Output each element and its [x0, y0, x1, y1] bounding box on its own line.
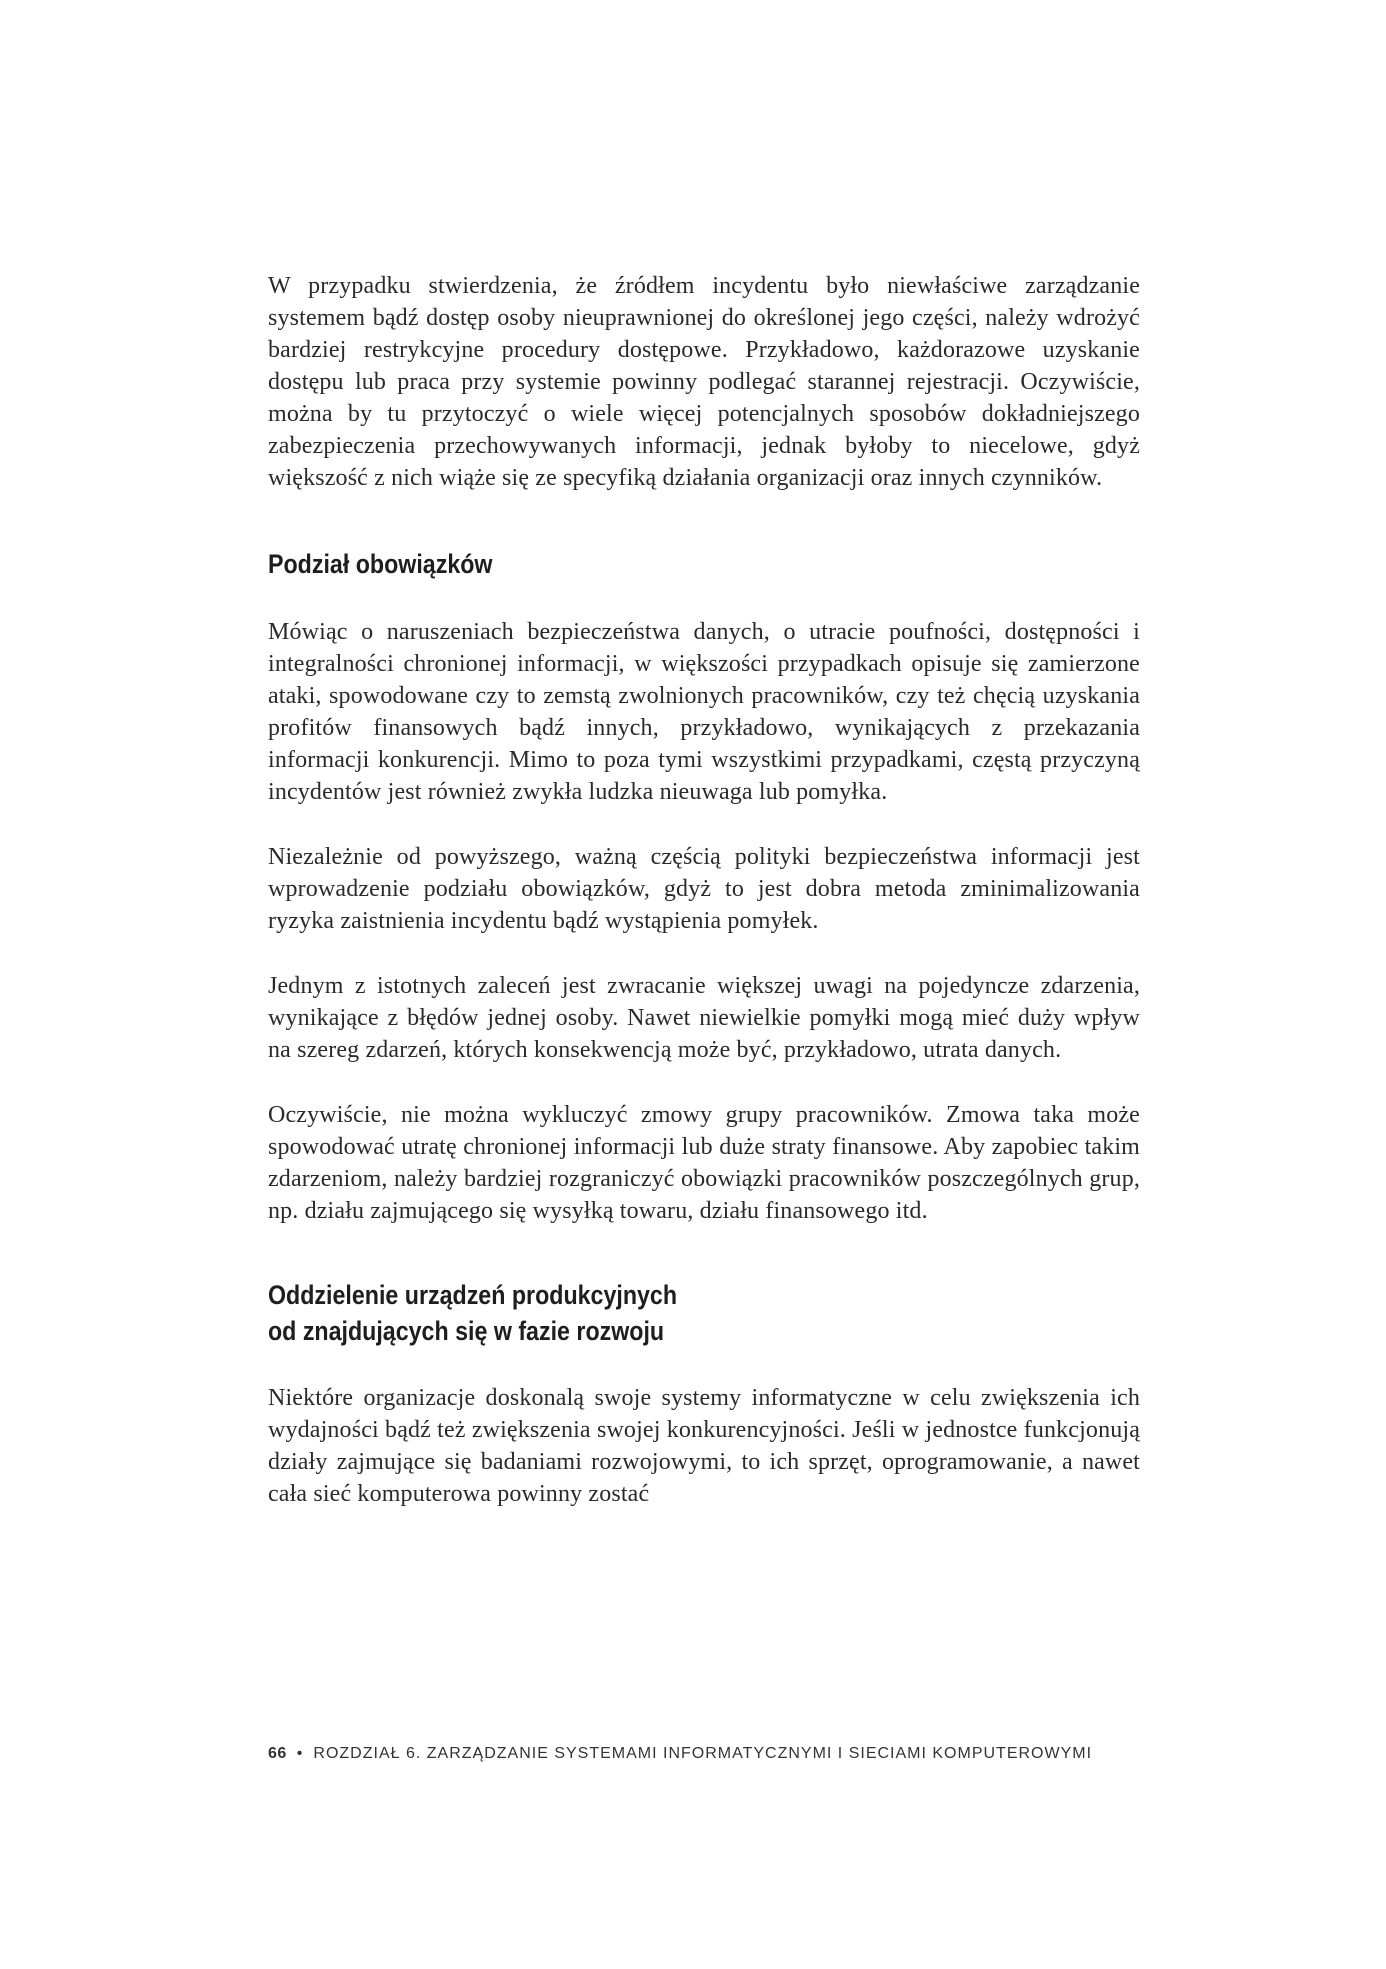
section1-paragraph-4: Oczywiście, nie można wykluczyć zmowy grupy pracowników. Zmowa taka może spowodować utratę chronionej informacji lub duże straty finansowe. Aby zapobiec takim zdarzeniom, należy bardziej rozgraniczyć obowiązki pracowników poszczególnych grup, np. działu zajmującego się wysyłką towaru, działu finansowego itd. [268, 1102, 1140, 1224]
intro-paragraph: W przypadku stwierdzenia, że źródłem incydentu było niewłaściwe zarządzanie systemem bądź dostęp osoby nieuprawnionej do określonej jego części, należy wdrożyć bardziej restrykcyjne procedury dostępowe. Przykładowo, każdorazowe uzyskanie dostępu lub praca przy systemie powinny podlegać starannej rejestracji. Oczywiście, można by tu przytoczyć o wiele więcej potencjalnych sposobów dokładniejszego zabezpieczenia przechowywanych informacji, jednak byłoby to niecelowe, gdyż większość z nich wiąże się ze specyfiką działania organizacji oraz innych czynników. [268, 273, 1140, 491]
section-heading-oddzielenie-urzadzen [268, 1277, 1140, 1349]
section-heading-podzial-obowiazkow: Podział obowiązków [268, 549, 493, 579]
section2-paragraph-1: Niektóre organizacje doskonalą swoje systemy informatyczne w celu zwiększenia ich wydajności bądź też zwiększenia swojej konkurencyjności. Jeśli w jednostce funkcjonują działy zajmujące się badaniami rozwojowymi, to ich sprzęt, oprogramowanie, a nawet cała sieć komputerowa powinny zostać [268, 1385, 1140, 1507]
section1-paragraph-1: Mówiąc o naruszeniach bezpieczeństwa danych, o utracie poufności, dostępności i integralności chronionej informacji, w większości przypadkach opisuje się zamierzone ataki, spowodowane czy to zemstą zwolnionych pracowników, czy też chęcią uzyskania profitów finansowych bądź innych, przykładowo, wynikających z przekazania informacji konkurencji. Mimo to poza tymi wszystkimi przypadkami, częstą przyczyną incydentów jest również zwykła ludzka nieuwaga lub pomyłka. [268, 619, 1140, 805]
page-number: 66 [268, 1745, 287, 1762]
page-footer [268, 1745, 1092, 1763]
section2-heading-line-2: od znajdujących się w fazie rozwoju [268, 1316, 665, 1346]
section1-paragraph-2: Niezależnie od powyższego, ważną częścią polityki bezpieczeństwa informacji jest wprowadzenie podziału obowiązków, gdyż to jest dobra metoda zminimalizowania ryzyka zaistnienia incydentu bądź wystąpienia pomyłek. [268, 844, 1140, 934]
page-body [268, 270, 1140, 1510]
chapter-title: ROZDZIAŁ 6. ZARZĄDZANIE SYSTEMAMI INFORMATYCZNYMI I SIECIAMI KOMPUTEROWYMI [313, 1745, 1093, 1762]
section1-paragraph-3: Jednym z istotnych zaleceń jest zwracanie większej uwagi na pojedyncze zdarzenia, wynikające z błędów jednej osoby. Nawet niewielkie pomyłki mogą mieć duży wpływ na szereg zdarzeń, których konsekwencją może być, przykładowo, utrata danych. [268, 973, 1140, 1063]
footer-bullet: • [296, 1745, 304, 1762]
section2-heading-line-1: Oddzielenie urządzeń produkcyjnych [268, 1280, 678, 1310]
